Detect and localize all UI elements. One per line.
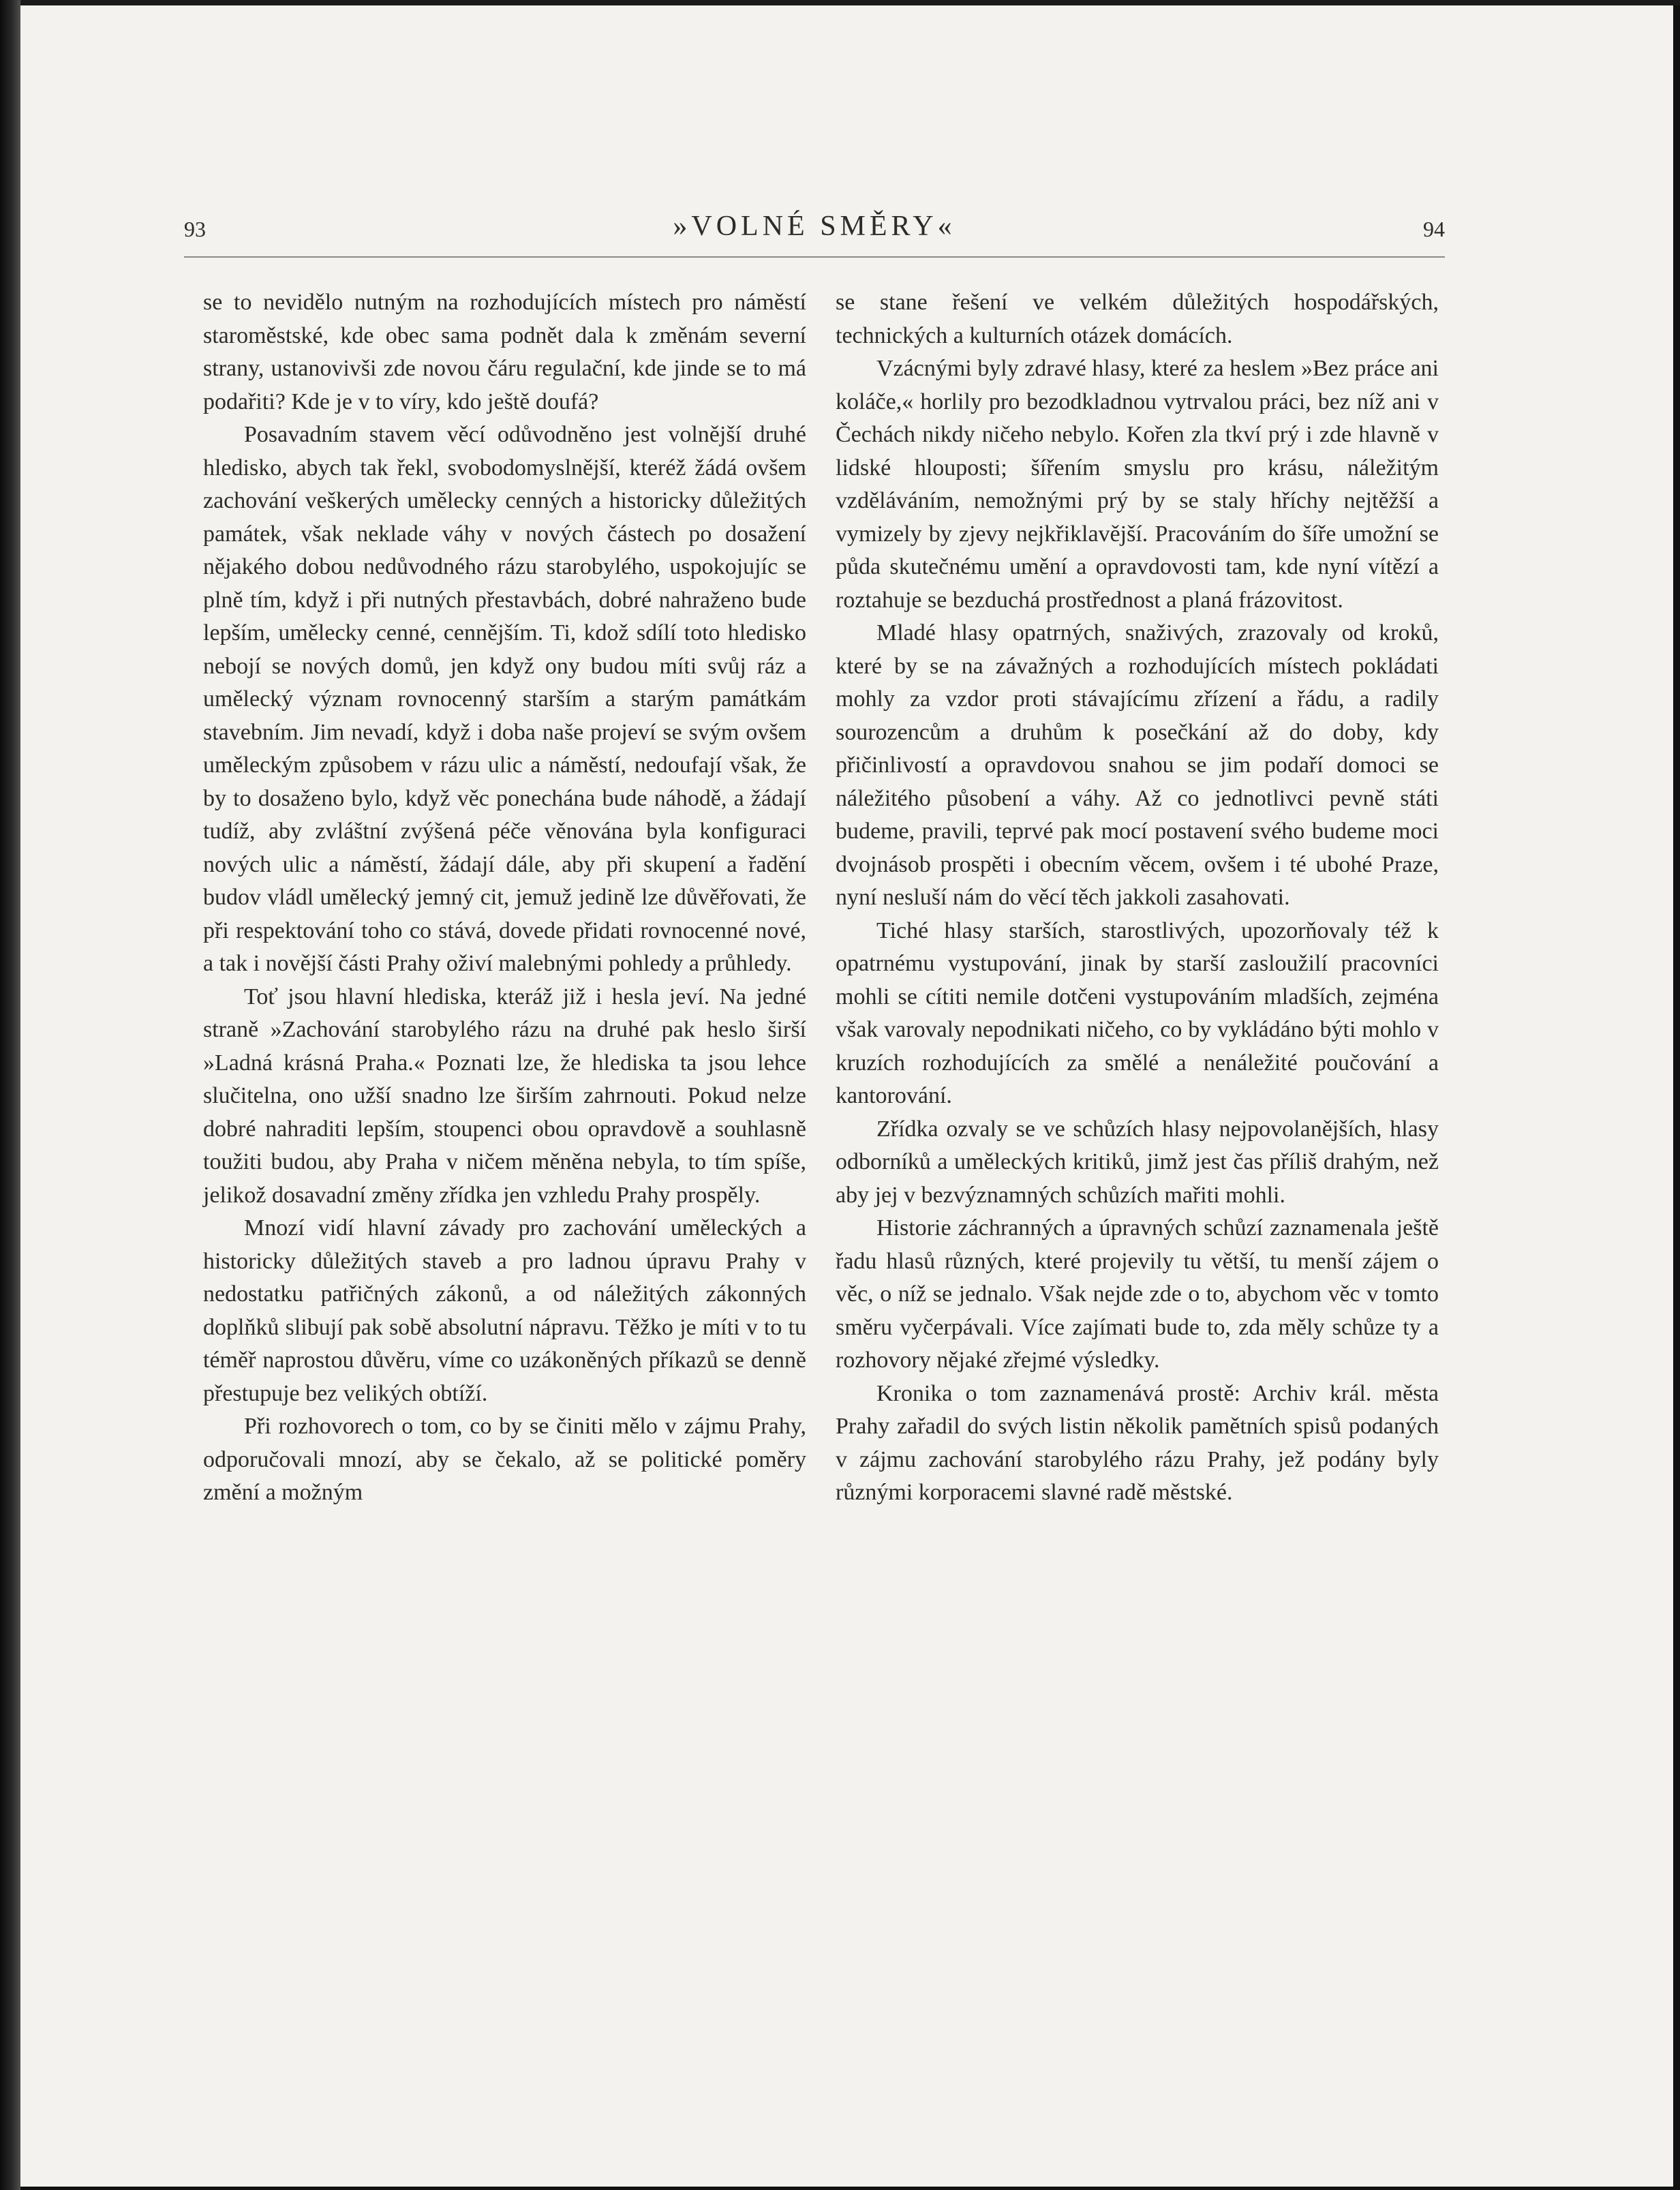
paragraph: Toť jsou hlavní hlediska, kteráž již i hesla jeví. Na jedné straně »Zachování starobylého rázu na druhé pak heslo širší »Ladná krásná Praha.« Poznati lze, že hlediska ta jsou lehce slučitelna, ono užší snadno lze širším zahrnouti. Pokud nelze dobré nahraditi lepším, stoupenci obou opravdově a souhlasně toužiti budou, aby Praha v ničem měněna nebyla, to tím spíše, jelikož dosavadní změny zřídka jen vzhledu Prahy prospěly.: [203, 984, 806, 1208]
paragraph: Kronika o tom zaznamenává prostě: Archiv král. města Prahy zařadil do svých listin několik pamětních spisů podaných v zájmu zachování starobylého rázu Prahy, jež podány byly různými korporacemi slavné radě městské.: [836, 1380, 1439, 1505]
running-title: »VOLNÉ SMĚRY«: [673, 211, 956, 242]
page-number-right: 94: [1423, 217, 1445, 241]
paragraph: Vzácnými byly zdravé hlasy, které za heslem »Bez práce ani koláče,« horlily pro bezodkladnou vytrvalou práci, bez níž ani v Čechách nikdy ničeho nebylo. Kořen zla tkví prý i zde hlavně v lidské hlouposti; šířením smyslu pro krásu, náležitým vzděláváním, nemožnými prý by se staly hříchy nejtěžší a vymizely by zjevy nejkřiklavější. Pracováním do šíře umožní se půda skutečnému umění a opravdovosti tam, kde nyní vítězí a roztahuje se bezduchá prostřednost a planá frázovitost.: [836, 356, 1439, 613]
scan-binding-edge: [0, 0, 20, 2190]
paragraph: Historie záchranných a úpravných schůzí zaznamenala ještě řadu hlasů různých, které projevily tu větší, tu menší zájem o věc, o níž se jednalo. Však nejde zde o to, abychom věc v tomto směru vyčerpávali. Více zajímati bude to, zda měly schůze ty a rozhovory nějaké zřejmé výsledky.: [836, 1215, 1439, 1373]
scan-top-edge: [0, 0, 1680, 5]
paragraph: Mladé hlasy opatrných, snaživých, zrazovaly od kroků, které by se na závažných a rozhodujících místech pokládati mohly za vzdor proti stávajícímu zřízení a řádu, a radily sourozencům a druhům k posečkání až do doby, kdy přičinlivostí a opravdovou snahou se jim podaří domoci se náležitého působení a váhy. Až co jednotlivci pevně státi budeme, pravili, teprvé pak mocí postavení svého budeme moci dvojnásob prospěti i obecním věcem, ovšem i té ubohé Praze, nyní nesluší nám do věcí těch jakkoli zasahovati.: [836, 620, 1439, 910]
header-rule: [184, 256, 1445, 258]
paragraph: Tiché hlasy starších, starostlivých, upozorňovaly též k opatrnému vystupování, jinak by starší zasloužilí pracovníci mohli se cítiti nemile dotčeni vystupováním mladších, zejména však varovaly nepodnikati ničeho, co by vykládáno býti mohlo v kruzích rozhodujících za smělé a nenáležité poučování a kantorování.: [836, 917, 1439, 1108]
paragraph: Posavadním stavem věcí odůvodněno jest volnější druhé hledisko, abych tak řekl, svobodomyslnější, kteréž žádá ovšem zachování veškerých umělecky cenných a historicky důležitých památek, však neklade váhy v nových částech po dosažení nějakého dobou nedůvodného rázu starobylého, uspokojujíc se plně tím, když i při nutných přestavbách, dobré nahraženo bude lepším, umělecky cenné, cennějším. Ti, kdož sdílí toto hledisko nebojí se nových domů, jen když ony budou míti svůj ráz a umělecký význam rovnocenný starším a starým památkám stavebním. Jim nevadí, když i doba naše projeví se svým ovšem uměleckým způsobem v rázu ulic a náměstí, nedoufají však, že by to dosaženo bylo, když věc ponechána bude náhodě, a žádají tudíž, aby zvláštní zvýšená péče věnována byla konfiguraci nových ulic a náměstí, žádají dále, aby při skupení a řadění budov vládl umělecký jemný cit, jemuž jedině lze důvěřovati, že při respektování toho co stává, dovede přidati rovnocenné nové, a tak i novější části Prahy oživí malebnými pohledy a průhledy.: [203, 422, 806, 976]
paragraph: se stane řešení ve velkém důležitých hospodářských, technických a kulturních otázek domácích.: [836, 290, 1439, 348]
text-column-right: [836, 286, 1439, 1510]
page-number-left: 93: [184, 217, 206, 241]
paragraph: se to nevidělo nutným na rozhodujících místech pro náměstí staroměstské, kde obec sama podnět dala k změnám severní strany, ustanovivši zde novou čáru regulační, kde jinde se to má podařiti? Kde je v to víry, kdo ještě doufá?: [203, 290, 806, 414]
paragraph: Při rozhovorech o tom, co by se činiti mělo v zájmu Prahy, odporučovali mnozí, aby se čekalo, až se politické poměry změní a možným: [203, 1414, 806, 1505]
page-header: [184, 204, 1445, 252]
paragraph: Mnozí vidí hlavní závady pro zachování uměleckých a historicky důležitých staveb a pro ladnou úpravu Prahy v nedostatku patřičných zákonů, a od náležitých zákonných doplňků slibují pak sobě absolutní nápravu. Těžko je míti v to tu téměř naprostou důvěru, víme co uzákoněných příkazů se denně přestupuje bez velikých obtíží.: [203, 1215, 806, 1406]
text-column-left: [203, 286, 806, 1510]
paragraph: Zřídka ozvaly se ve schůzích hlasy nejpovolanějších, hlasy odborníků a uměleckých kritiků, jimž jest čas příliš drahým, než aby jej v bezvýznamných schůzích mařiti mohli.: [836, 1116, 1439, 1208]
